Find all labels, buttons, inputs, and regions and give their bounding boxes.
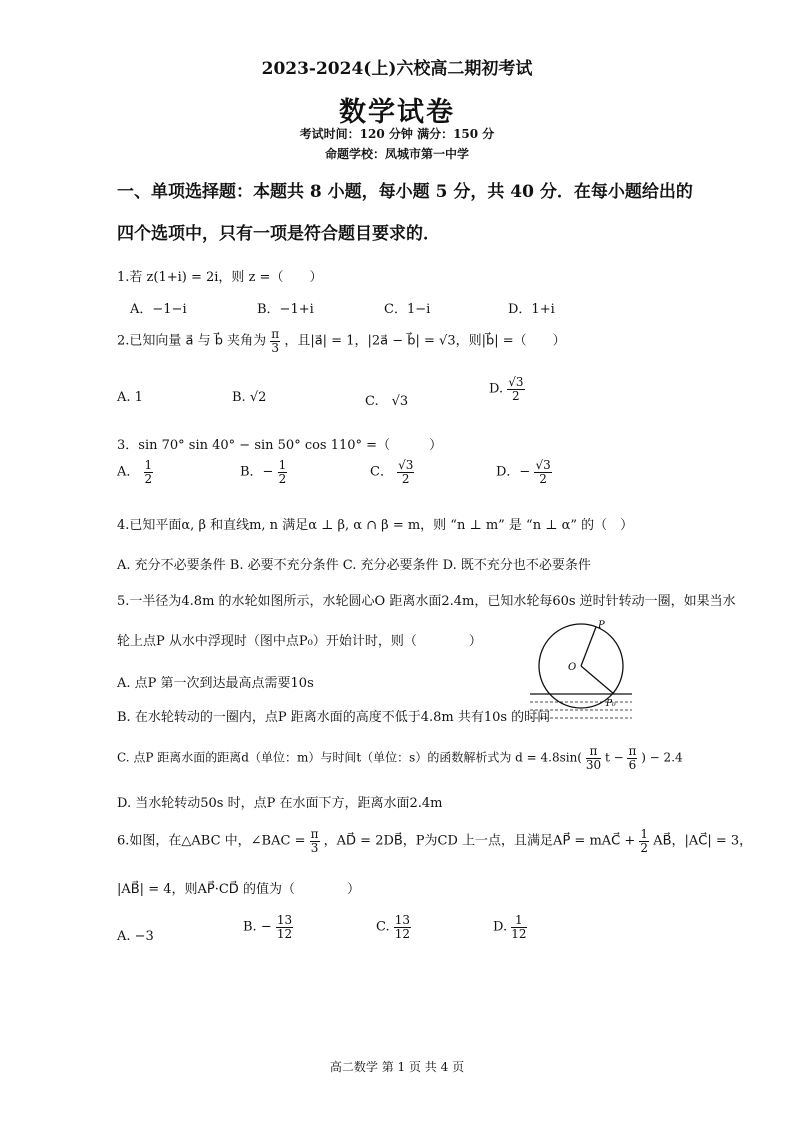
- option-fraction: [507, 376, 524, 402]
- exam-subtitle: 2023-2024(上)六校高二期初考试: [261, 59, 533, 79]
- option-label: D.: [493, 919, 508, 935]
- option-label: A．: [117, 464, 140, 480]
- fraction-denominator: 2: [144, 471, 153, 486]
- fraction-numerator: π: [310, 827, 319, 841]
- option-fraction: [511, 914, 526, 940]
- option-fraction: [144, 459, 154, 485]
- option-label: D．−: [496, 464, 531, 480]
- label-p0: P₀: [606, 699, 616, 709]
- label-p: P: [598, 620, 605, 631]
- question-1-stem: 1.若 z(1+i) = 2i，则 z =（ ）: [117, 270, 323, 285]
- page-footer: 高二数学 第 1 页 共 4 页: [329, 1060, 465, 1074]
- question-1-option-c: C．1−i: [384, 302, 431, 317]
- fraction-numerator: √3: [535, 458, 551, 472]
- question-6-option-a: A. −3: [117, 929, 154, 944]
- fraction-numerator: 13: [394, 913, 411, 927]
- fraction-denominator: 6: [628, 757, 637, 772]
- option-fraction: [394, 914, 411, 940]
- question-6-option-b: [243, 914, 293, 940]
- option-fraction: [276, 914, 293, 940]
- option-label: C.: [376, 919, 390, 935]
- radius-op: [581, 627, 596, 666]
- section-heading-line2: 四个选项中，只有一项是符合题目要求的．: [117, 224, 440, 244]
- fraction-numerator: 1: [511, 914, 526, 928]
- question-1-option-b: B．−1+i: [257, 302, 314, 317]
- q6-text-a: 6.如图，在△ABC 中，∠BAC =: [117, 833, 306, 849]
- fraction-numerator: 13: [276, 913, 293, 927]
- question-6-option-c: [376, 914, 411, 940]
- q6-text-c: AB⃗，|AC⃗| = 3，: [653, 833, 753, 849]
- question-3-stem: 3．sin 70° sin 40° − sin 50° cos 110° =（ ）: [117, 438, 443, 453]
- fraction-denominator: 3: [310, 840, 319, 855]
- question-2-angle-fraction: [270, 328, 280, 354]
- fraction-denominator: 2: [640, 840, 649, 855]
- option-c-fraction-pi-6: [627, 745, 637, 771]
- q6-fraction-pi-3: [310, 828, 320, 854]
- option-c-text-a: C. 点P 距离水面的距离d（单位：m）与时间t（单位：s）的函数解析式为 d = 4.8sin(: [117, 750, 582, 765]
- question-4-options: A. 充分不必要条件 B. 必要不充分条件 C. 充分必要条件 D. 既不充分也不必要条件: [117, 558, 591, 573]
- water-wheel-figure: [528, 620, 634, 730]
- question-1-option-d: D．1+i: [508, 302, 555, 317]
- question-5-option-c: [117, 745, 683, 771]
- question-2-option-d: [489, 376, 525, 402]
- question-2-stem-b: ，且|a⃗| = 1，|2a⃗ − b⃗| = √3，则|b⃗| =（ ）: [284, 333, 566, 349]
- option-c-fraction-pi-30: [586, 745, 601, 771]
- question-3-option-b: [240, 459, 287, 485]
- fraction-denominator: 12: [394, 926, 411, 941]
- option-fraction: [534, 459, 551, 485]
- fraction-numerator: π: [271, 327, 280, 341]
- question-2-option-c: C. √3: [365, 394, 409, 409]
- fraction-numerator: 1: [278, 458, 287, 472]
- fraction-numerator: π: [628, 744, 637, 758]
- fraction-denominator: 12: [511, 926, 527, 941]
- fraction-numerator: √3: [398, 458, 414, 472]
- question-6-stem-line1: [117, 828, 752, 854]
- fraction-numerator: 1: [144, 458, 153, 472]
- question-3-option-d: [496, 459, 552, 485]
- question-6-stem-line2: |AB⃗| = 4，则AP⃗·CD⃗ 的值为（ ）: [117, 882, 360, 897]
- question-5-stem-line2: 轮上点P 从水中浮现时（图中点P₀）开始计时，则（ ）: [117, 634, 482, 649]
- radius-op0: [581, 666, 614, 694]
- question-2-stem-a: 2.已知向量 a⃗ 与 b⃗ 夹角为: [117, 333, 267, 349]
- q6-text-b: ，AD⃗ = 2DB⃗，P为CD 上一点，且满足AP⃗ = mAC⃗ +: [323, 833, 636, 849]
- option-label: C．: [370, 464, 393, 480]
- fraction-denominator: 2: [512, 388, 520, 403]
- fraction-denominator: 30: [585, 757, 602, 772]
- option-label: B．−: [240, 464, 274, 480]
- question-2-option-b: B. √2: [232, 390, 267, 405]
- fraction-denominator: 12: [276, 926, 293, 941]
- question-5-option-b: B. 在水轮转动的一圈内，点P 距离水面的高度不低于4.8m 共有10s 的时间: [117, 710, 551, 725]
- fraction-numerator: 1: [640, 827, 649, 841]
- question-5-option-d: D. 当水轮转动50s 时，点P 在水面下方，距离水面2.4m: [117, 796, 443, 811]
- fraction-numerator: √3: [508, 375, 524, 389]
- question-6-option-d: [493, 914, 527, 940]
- question-4-stem: 4.已知平面α, β 和直线m, n 满足α ⊥ β, α ∩ β = m，则 “n ⊥ m” 是 “n ⊥ α” 的（ ）: [117, 518, 634, 533]
- option-label: D.: [489, 381, 504, 397]
- section-heading-line1: 一、单项选择题：本题共 8 小题，每小题 5 分，共 40 分．在每小题给出的: [117, 182, 693, 202]
- question-1-option-a: A．−1−i: [130, 302, 187, 317]
- question-2-stem: [117, 328, 566, 354]
- question-3-option-c: [370, 459, 414, 485]
- exam-title: 数学试卷: [339, 97, 455, 128]
- question-2-option-a: A. 1: [117, 390, 143, 405]
- option-c-text-b: ) − 2.4: [641, 750, 683, 765]
- question-5-stem-line1: 5.一半径为4.8m 的水轮如图所示，水轮圆心O 距离水面2.4m，已知水轮每60s 逆时针转动一圈，如果当水: [117, 594, 736, 609]
- fraction-denominator: 2: [278, 471, 287, 486]
- fraction-numerator: π: [586, 745, 601, 759]
- q6-fraction-1-2: [639, 828, 649, 854]
- fraction-denominator: 2: [539, 471, 547, 486]
- question-3-option-a: [117, 459, 153, 485]
- exam-school: 命题学校：凤城市第一中学: [324, 147, 469, 161]
- option-label: B. −: [243, 919, 272, 935]
- fraction-denominator: 3: [271, 340, 280, 355]
- option-fraction: [278, 459, 288, 485]
- option-c-t: t −: [604, 750, 624, 765]
- option-fraction: [397, 459, 414, 485]
- label-o: O: [568, 662, 577, 673]
- exam-time-score: 考试时间：120 分钟 满分：150 分: [299, 127, 495, 141]
- question-5-option-a: A. 点P 第一次到达最高点需要10s: [117, 676, 314, 691]
- fraction-denominator: 2: [401, 471, 410, 486]
